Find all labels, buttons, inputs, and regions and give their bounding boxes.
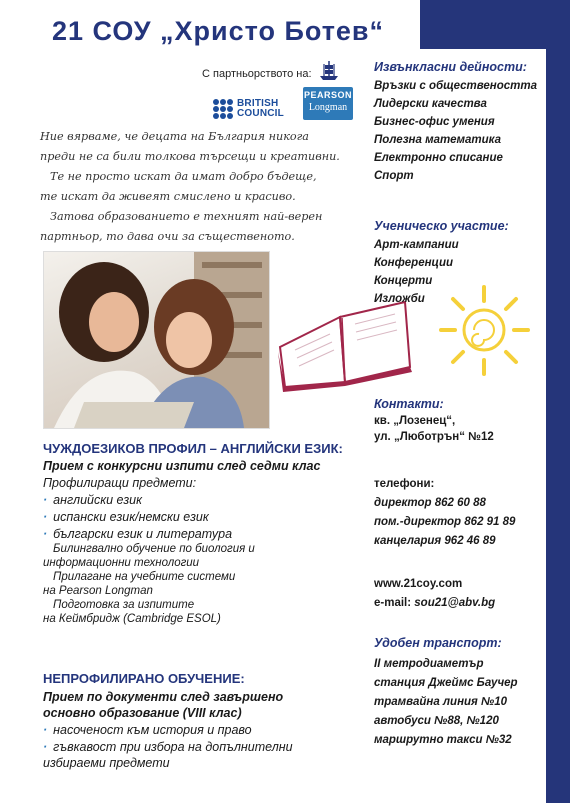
longman-line: Longman — [308, 102, 348, 113]
contacts-section — [374, 397, 544, 443]
quote-line: Ние вярваме, че децата на България никога — [40, 130, 309, 143]
participation-item: Концерти — [374, 275, 433, 287]
transport-item: автобуси №88, №120 — [374, 715, 499, 727]
extracurricular-heading: Извънкласни дейности: — [374, 60, 527, 74]
ship-logo-icon — [316, 58, 342, 84]
profile-note: Подготовка за изпитите — [53, 599, 195, 611]
phone-line: пом.-директор 862 91 89 — [374, 516, 516, 528]
non-profile-heading: НЕПРОФИЛИРАНО ОБУЧЕНИЕ: — [43, 671, 245, 686]
address-line: кв. „Лозенец“, — [374, 415, 456, 427]
extracurricular-item: Връзки с обществеността — [374, 80, 538, 92]
contacts-heading: Контакти: — [374, 397, 444, 411]
profile-note: на Pearson Longman — [43, 585, 153, 597]
open-book-icon — [270, 292, 415, 392]
profile-note: Билингвално обучение по биология и — [53, 543, 255, 555]
subject-item: · български език и литература — [43, 527, 368, 541]
phone-line: канцелария 962 46 89 — [374, 535, 496, 547]
non-profile-admission: основно образование (VIII клас) — [43, 706, 242, 720]
quote-line: те искат да живеят смислено и красиво. — [40, 190, 296, 203]
partnership-label: С партньорството на: — [202, 68, 312, 80]
foreign-profile-section — [43, 441, 368, 625]
non-profile-item: · насоченост към история и право — [43, 723, 368, 737]
web-section — [374, 578, 544, 609]
participation-item: Конференции — [374, 257, 454, 269]
phones-section — [374, 478, 544, 547]
extracurricular-item: Лидерски качества — [374, 98, 487, 110]
email-label: e-mail: — [374, 597, 412, 609]
pearson-longman-logo — [303, 87, 353, 120]
non-profile-item: избираеми предмети — [43, 756, 170, 770]
profile-note: Прилагане на учебните системи — [53, 571, 236, 583]
transport-section — [374, 636, 544, 746]
foreign-admission: Прием с конкурсни изпити след седми клас — [43, 459, 321, 473]
participation-item: Изложби — [374, 293, 425, 305]
email-row — [374, 597, 544, 609]
extracurricular-item: Полезна математика — [374, 134, 501, 146]
non-profile-admission: Прием по документи след завършено — [43, 690, 284, 704]
students-photo — [43, 251, 270, 429]
participation-item: Арт-кампании — [374, 239, 459, 251]
profile-note: информационни технологии — [43, 557, 200, 569]
transport-item: трамвайна линия №10 — [374, 696, 507, 708]
school-title: 21 СОУ „Христо Ботев“ — [52, 16, 385, 46]
british-council-line2: COUNCIL — [237, 108, 284, 119]
quote-line: преди не са били толкова търсещи и креативни. — [40, 150, 340, 163]
subjects-label: Профилиращи предмети: — [43, 476, 197, 490]
subject-item: · испански език/немски език — [43, 510, 368, 524]
participation-heading: Ученическо участие: — [374, 219, 509, 233]
pearson-line: PEARSON — [303, 90, 352, 100]
non-profile-section — [43, 671, 368, 770]
quote-line: партньор, то дава очи за същественото. — [40, 230, 295, 243]
british-council-line1: BRITISH — [237, 98, 279, 109]
transport-item: станция Джеймс Баучер — [374, 677, 518, 689]
foreign-profile-heading: ЧУЖДОЕЗИКОВ ПРОФИЛ – АНГЛИЙСКИ ЕЗИК: — [43, 441, 343, 456]
non-profile-item: · гъвкавост при избора на допълнителни — [43, 740, 368, 754]
participation-section — [374, 219, 544, 305]
transport-heading: Удобен транспорт: — [374, 636, 502, 650]
mission-quote — [40, 127, 340, 247]
british-council-dots-icon — [213, 99, 233, 119]
british-council-logo — [213, 99, 284, 119]
quote-line: Затова образованието е техният най-верен — [50, 210, 323, 223]
subject-item: · английски език — [43, 493, 368, 507]
extracurricular-section — [374, 60, 544, 182]
website-link[interactable]: www.21coy.com — [374, 578, 463, 590]
email-link[interactable]: sou21@abv.bg — [414, 597, 496, 609]
transport-item: маршрутно такси №32 — [374, 734, 512, 746]
quote-line: Те не просто искат да имат добро бъдеще, — [50, 170, 317, 183]
transport-item: II метродиаметър — [374, 658, 484, 670]
phone-line: директор 862 60 88 — [374, 497, 486, 509]
extracurricular-item: Електронно списание — [374, 152, 503, 164]
phones-label: телефони: — [374, 478, 435, 490]
profile-note: на Кеймбридж (Cambridge ESOL) — [43, 613, 221, 625]
address-line: ул. „Люботрън“ №12 — [374, 431, 494, 443]
extracurricular-item: Бизнес-офис умения — [374, 116, 495, 128]
extracurricular-item: Спорт — [374, 170, 414, 182]
